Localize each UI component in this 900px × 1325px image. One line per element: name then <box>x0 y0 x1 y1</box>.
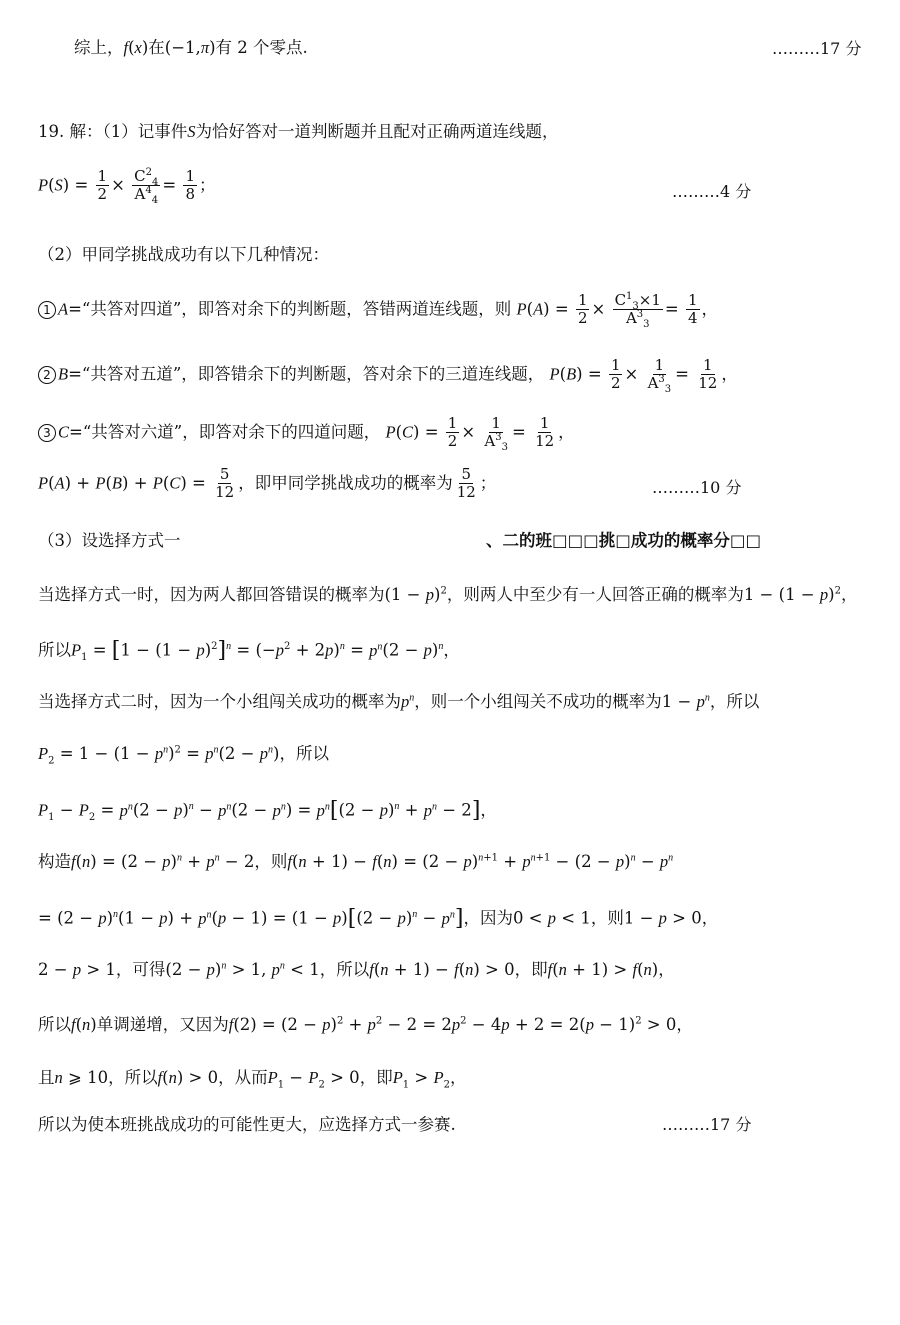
text: 所以 <box>38 640 71 660</box>
fraction: $\frac{1}{2}$ <box>97 167 108 204</box>
text: ，则两人中至少有一人回答正确的概率为 <box>446 585 744 604</box>
math: P <box>549 364 560 384</box>
fraction: $\frac{1}{12}$ <box>535 414 555 451</box>
case3-line: 3 C=“共答对六道”，即答对余下的四道问题， P(C) = $\frac{1}{2}$ × $\frac{1}{A^3_3}$ = $\frac{1}{12}$ ， <box>38 415 575 451</box>
expand-line: = $(2 - p)^n(1 - p) + p^n(p - 1) = (1 - p)[(2 - p)^n - p^n]$，因为0 < p < 1，则1 − p > 0， <box>38 906 719 931</box>
conclusion-compare-line: 且n ⩾ 10，所以f(n) > 0，从而$P_1 - P_2 > 0$，即$P_1 > P_2$， <box>38 1068 467 1091</box>
monotone-line: 所以f(n)单调递增，又因为$f(2) = (2 - p)^2 + p^2 - 2 = 2p^2 - 4p + 2 = 2(p - 1)^2 > 0$， <box>38 1015 693 1034</box>
case1-line: 1 A=“共答对四道”，即答对余下的判断题，答错两道连线题，则 P(A) = $\frac{1}{2}$ × $\frac{C^1_3\times 1}{A^3_3}$ = $\frac{1}{4}$ ， <box>38 292 718 328</box>
text: ，则一个小组闯关不成功的概率为 <box>414 692 662 711</box>
p2-line: $P_2 = 1 - (1 - p^n)^2 = p^n(2 - p^n)$，所以 <box>38 744 329 767</box>
circled-number: 1 <box>38 301 56 319</box>
text: 当选择方式一时，因为两人都回答错误的概率为 <box>38 585 385 604</box>
text: ，可得 <box>115 960 166 979</box>
fraction: $\frac{5}{12}$ <box>456 465 476 502</box>
part2-heading: （2）甲同学挑战成功有以下几种情况： <box>38 245 329 264</box>
text: ，则 <box>254 852 288 871</box>
case2-line: 2 B=“共答对五道”，即答错余下的判断题，答对余下的三道连线题， P(B) = $\frac{1}{2}$ × $\frac{1}{A^3_3}$ = $\frac{1}{12}$ ， <box>38 357 738 393</box>
method1-line: 当选择方式一时，因为两人都回答错误的概率为$(1 - p)^2$，则两人中至少有一人回答正确的概率为$1 - (1 - p)^2$， <box>38 585 858 604</box>
q19-heading <box>38 124 558 141</box>
fraction: $\frac{5}{12}$ <box>215 465 235 502</box>
text: 为恰好答对一道判断题并且配对正确两道连线题， <box>195 122 559 141</box>
math: π <box>200 38 210 57</box>
fraction: $\frac{C^1_3\times 1}{A^3_3}$ <box>614 291 661 331</box>
text: 在 <box>148 38 165 57</box>
final-line: 所以为使本班挑战成功的可能性更大，应选择方式一参赛. <box>38 1115 456 1134</box>
text: ，所以 <box>108 1068 158 1087</box>
fraction: $\frac{1}{2}$ <box>610 356 621 393</box>
part3-garbled: 、二的班□□□挑□成功的概率分□□ <box>486 531 762 550</box>
fraction: $\frac{1}{2}$ <box>577 291 588 328</box>
text: 且 <box>38 1068 55 1087</box>
text: 当选择方式二时，因为一个小组闯关成功的概率为 <box>38 692 401 711</box>
math: x <box>134 38 142 57</box>
fraction: $\frac{1}{12}$ <box>698 356 718 393</box>
fraction: $\frac{1}{2}$ <box>447 414 458 451</box>
math: B <box>58 364 69 384</box>
text: ，从而 <box>218 1068 268 1087</box>
text: ，则 <box>590 908 624 928</box>
text: 构造 <box>38 852 71 871</box>
math: S <box>187 122 196 141</box>
text: 综上， <box>74 38 124 57</box>
score-mark: ………17 分 <box>772 39 862 58</box>
diff-line: $P_1 - P_2 = p^n(2 - p)^n - p^n(2 - p^n) = p^n[(2 - p)^n + p^n - 2]$， <box>38 798 497 823</box>
text: ，因为 <box>463 908 513 928</box>
text: 单调递增，又因为 <box>96 1015 229 1034</box>
inequality-line: 2 − p > 1，可得$(2 - p)^n > 1$, $p^n < 1$，所以f(n + 1) − f(n) > 0，即f(n + 1) > f(n)， <box>38 960 675 979</box>
math: f <box>123 38 129 57</box>
method2-line: 当选择方式二时，因为一个小组闯关成功的概率为$p^n$，则一个小组闯关不成功的概率为$1 - p^n$，所以 <box>38 692 760 711</box>
sum-line: P(A) + P(B) + P(C) = $\frac{5}{12}$ ，即甲同学挑战成功的概率为 $\frac{5}{12}$ ； <box>38 465 497 502</box>
text: =“共答对四道”，即答对余下的判断题，答错两道连线题，则 <box>68 299 512 319</box>
text: ，即甲同学挑战成功的概率为 <box>238 473 453 493</box>
text: 所以 <box>38 1015 71 1034</box>
text: ，所以 <box>319 960 370 979</box>
math: P <box>38 175 49 195</box>
text: ，所以 <box>279 744 329 763</box>
fraction: $\frac{1}{A^3_3}$ <box>484 414 508 454</box>
score-mark: ………4 分 <box>672 182 752 201</box>
fraction: $\frac{1}{8}$ <box>185 167 196 204</box>
p1-line: 所以$P_1 = [1 - (1 - p)^2]^n = (-p^2 + 2p)^n = p^n(2 - p)^n$， <box>38 638 460 663</box>
conclusion-line: 综上，f(x)在(−1,π)有 2 个零点. <box>74 38 308 57</box>
math: C <box>58 422 70 442</box>
text: 19. 解：（1）记事件 <box>38 122 188 141</box>
fraction: $\frac{1}{4}$ <box>688 291 698 328</box>
math: S <box>54 175 63 195</box>
circled-number: 2 <box>38 366 56 384</box>
text: =“共答对六道”，即答对余下的四道问题， <box>69 422 381 442</box>
text: ，即 <box>359 1068 393 1087</box>
text: 有 2 个零点. <box>215 38 308 57</box>
fraction: $\frac{1}{A^3_3}$ <box>647 356 672 396</box>
math: P <box>385 422 396 442</box>
score-mark: ………10 分 <box>652 478 742 497</box>
part3-heading: （3）设选择方式一 <box>38 531 181 550</box>
construct-line: 构造$f(n) = (2 - p)^n + p^n - 2$，则$f(n + 1) - f(n) = (2 - p)^{n+1} + p^{n+1} - (2 - p)^n - p^n$ <box>38 852 674 871</box>
score-mark: ………17 分 <box>662 1115 752 1134</box>
circled-number: 3 <box>38 424 56 442</box>
text: ，即 <box>514 960 548 979</box>
math: A <box>58 299 69 319</box>
text: ，所以 <box>709 692 760 711</box>
fraction: $\frac{C^2_4}{A^4_4}$ <box>134 167 159 207</box>
formula-ps: P(S) = $\frac{1}{2}$ × $\frac{C^2_4}{A^4_4}$ = $\frac{1}{8}$ ； <box>38 167 216 207</box>
text: =“共答对五道”，即答错余下的判断题，答对余下的三道连线题， <box>68 364 545 384</box>
math: P <box>516 299 527 319</box>
